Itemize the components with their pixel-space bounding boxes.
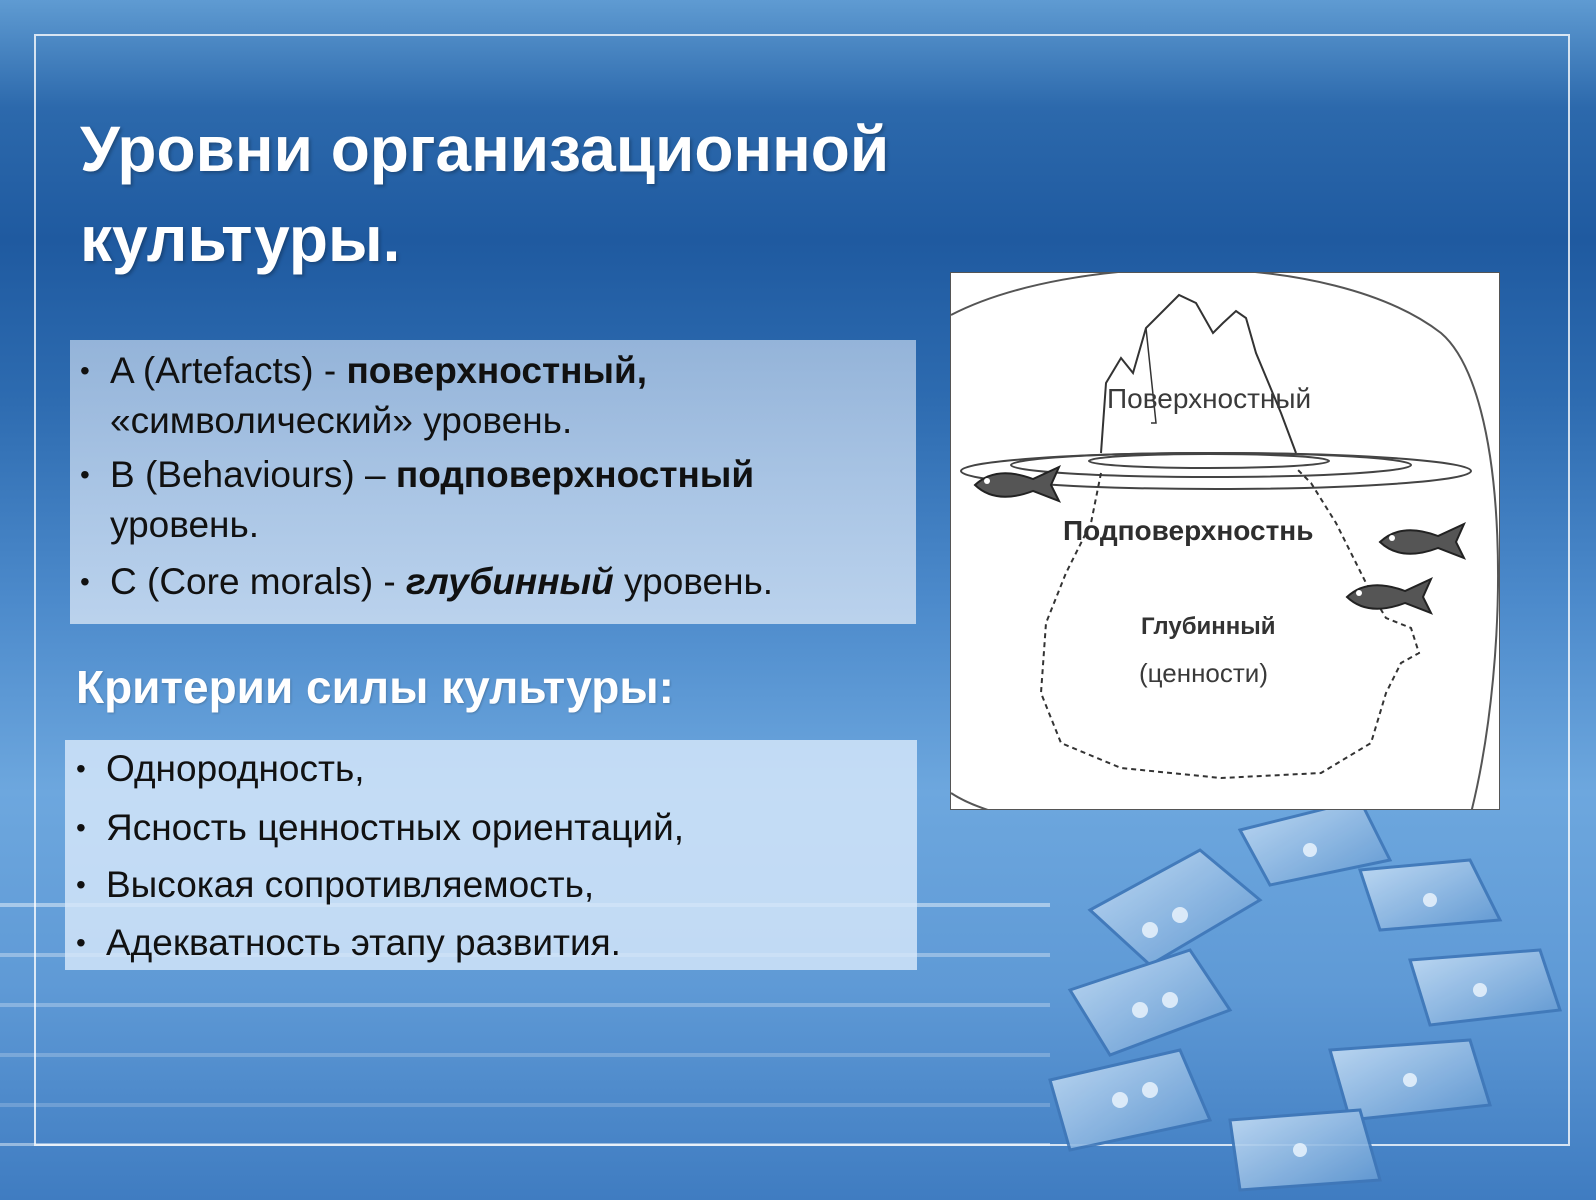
level-item xyxy=(80,557,900,607)
iceberg-diagram xyxy=(950,272,1500,810)
level-item xyxy=(80,346,900,446)
subsurface-label: Подповерхностнь xyxy=(1063,515,1314,546)
criteria-text: Ясность ценностных ориентаций, xyxy=(106,807,685,848)
bullet-icon: • xyxy=(76,927,86,958)
level-prefix: A (Artefacts) - xyxy=(110,350,347,391)
decor-line xyxy=(0,1143,1050,1146)
deep-note-label: (ценности) xyxy=(1139,658,1268,688)
criteria-panel xyxy=(65,740,917,970)
level-emphasis: подповерхностный xyxy=(395,454,755,495)
bullet-icon: • xyxy=(80,459,90,490)
bullet-icon: • xyxy=(76,753,86,784)
criteria-text: Высокая сопротивляемость, xyxy=(106,864,595,905)
slide-title: Уровни организационной культуры. xyxy=(80,113,890,275)
fish-icon xyxy=(1376,518,1468,564)
level-emphasis: поверхностный, xyxy=(346,350,648,391)
criteria-item xyxy=(76,744,906,794)
deep-label: Глубинный xyxy=(1141,613,1276,640)
criteria-item xyxy=(76,918,906,968)
decor-line xyxy=(0,1103,1050,1107)
levels-panel xyxy=(70,340,916,624)
level-prefix: C (Core morals) - xyxy=(110,561,407,602)
surface-label: Поверхностный xyxy=(1107,383,1312,414)
decor-line xyxy=(0,1003,1050,1007)
decor-line xyxy=(0,1053,1050,1057)
criteria-item xyxy=(76,860,906,910)
bullet-icon: • xyxy=(80,355,90,386)
bullet-icon: • xyxy=(76,812,86,843)
fish-icon xyxy=(971,461,1063,507)
level-item xyxy=(80,450,900,550)
criteria-text: Адекватность этапу развития. xyxy=(106,922,621,963)
level-suffix: уровень. xyxy=(613,561,774,602)
fish-icon xyxy=(1343,573,1435,619)
track-illustration xyxy=(1030,790,1596,1200)
criteria-item xyxy=(76,803,906,853)
level-suffix: «символический» уровень. xyxy=(110,400,573,441)
criteria-text: Однородность, xyxy=(106,748,365,789)
bullet-icon: • xyxy=(76,869,86,900)
bullet-icon: • xyxy=(80,566,90,597)
criteria-title: Критерии силы культуры: xyxy=(76,661,674,713)
level-prefix: B (Behaviours) – xyxy=(110,454,396,495)
level-suffix: уровень. xyxy=(110,504,260,545)
level-emphasis: глубинный xyxy=(406,561,614,602)
